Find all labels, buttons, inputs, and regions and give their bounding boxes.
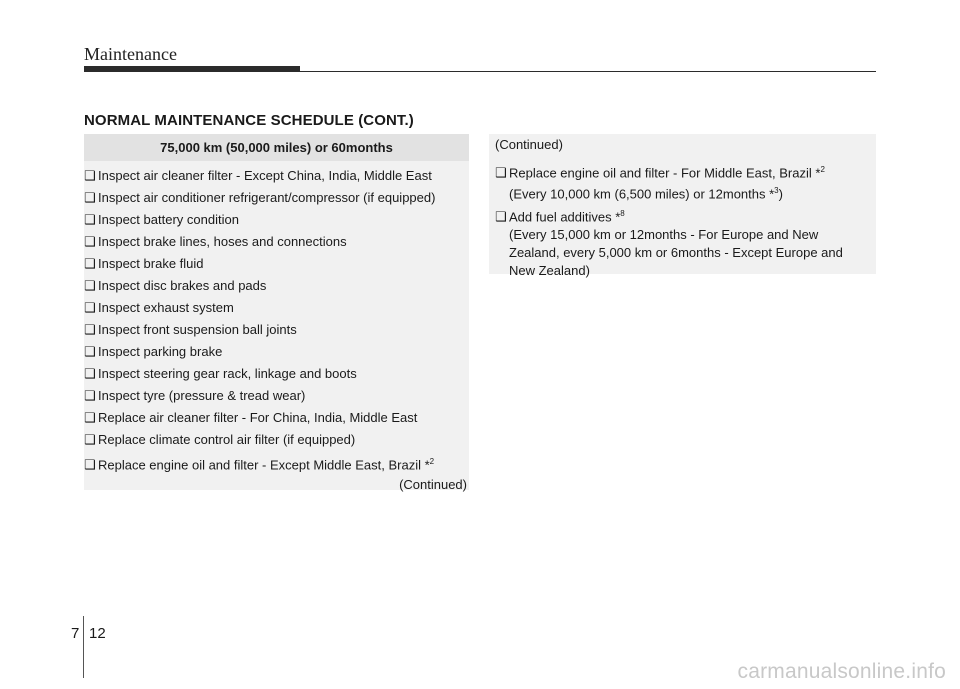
list-item [84, 385, 469, 407]
continued-label: (Continued) [399, 477, 467, 492]
footnote-ref: 2 [820, 165, 825, 174]
header-rule-thin [300, 71, 876, 72]
checkbox-icon: ❑ [84, 190, 96, 205]
list-item [84, 407, 469, 429]
list-item [84, 341, 469, 363]
footnote-ref: 8 [620, 209, 625, 218]
item-text: Replace engine oil and filter - Except Middle East, Brazil * [98, 457, 430, 473]
footnote-ref: 2 [429, 457, 435, 466]
checkbox-icon: ❑ [84, 432, 96, 447]
checkbox-icon: ❑ [84, 344, 96, 359]
item-text: Replace air cleaner filter - For China, India, Middle East [98, 410, 418, 425]
checkbox-icon: ❑ [495, 165, 507, 181]
checkbox-icon: ❑ [84, 234, 96, 249]
checkbox-icon: ❑ [84, 388, 96, 403]
checkbox-icon: ❑ [84, 410, 96, 425]
list-item [84, 231, 469, 253]
checkbox-icon: ❑ [84, 457, 96, 473]
list-item [84, 363, 469, 385]
item-text: Inspect exhaust system [98, 300, 234, 315]
list-item-oil-middle-east [495, 161, 825, 204]
item-text: Inspect front suspension ball joints [98, 322, 297, 337]
schedule-panel-right [489, 134, 876, 279]
item-text: Replace climate control air filter (if equipped) [98, 432, 356, 447]
list-item [84, 297, 469, 319]
schedule-panel-left [84, 134, 469, 490]
footnote-ref: 3 [774, 186, 779, 196]
interval-heading: 75,000 km (50,000 miles) or 60months [84, 134, 469, 161]
list-item [84, 451, 469, 473]
item-subtext-end: ) [778, 186, 783, 202]
chapter-number: 7 [71, 625, 80, 642]
checkbox-icon: ❑ [84, 366, 96, 381]
header-rule-thick [84, 66, 300, 72]
section-title: NORMAL MAINTENANCE SCHEDULE (CONT.) [84, 112, 414, 129]
item-text: Inspect air cleaner filter - Except China, India, Middle East [98, 168, 432, 183]
list-item [84, 319, 469, 341]
checklist [84, 161, 469, 473]
item-text: Replace engine oil and filter - For Middle East, Brazil * [509, 165, 821, 181]
item-text: Inspect brake fluid [98, 256, 204, 271]
list-item [84, 429, 469, 451]
item-text: Inspect disc brakes and pads [98, 278, 267, 293]
item-subtext: (Every 10,000 km (6,500 miles) or 12months * [509, 186, 775, 202]
checkbox-icon: ❑ [84, 278, 96, 293]
checkbox-icon: ❑ [84, 168, 96, 183]
item-text: Inspect parking brake [98, 344, 223, 359]
list-item [84, 253, 469, 275]
continued-label-top: (Continued) [495, 137, 563, 152]
item-subtext: New Zealand) [509, 263, 590, 279]
item-subtext: Zealand, every 5,000 km or 6months - Except Europe and [509, 245, 843, 261]
checkbox-icon: ❑ [495, 209, 507, 225]
item-subtext: (Every 15,000 km or 12months - For Europe and New [509, 227, 819, 243]
item-text: Inspect steering gear rack, linkage and boots [98, 366, 357, 381]
list-item-fuel-additives [495, 205, 843, 280]
checkbox-icon: ❑ [84, 212, 96, 227]
item-text: Inspect brake lines, hoses and connections [98, 234, 347, 249]
item-text: Add fuel additives * [509, 209, 621, 225]
list-item [84, 187, 469, 209]
list-item [84, 209, 469, 231]
page-number: 12 [89, 625, 106, 642]
watermark-text: carmanualsonline.info [737, 660, 946, 683]
item-text: Inspect tyre (pressure & tread wear) [98, 388, 306, 403]
checkbox-icon: ❑ [84, 256, 96, 271]
page-header-title: Maintenance [84, 44, 177, 64]
item-text: Inspect battery condition [98, 212, 239, 227]
checkbox-icon: ❑ [84, 322, 96, 337]
checkbox-icon: ❑ [84, 300, 96, 315]
list-item [84, 165, 469, 187]
list-item [84, 275, 469, 297]
page-number-divider [83, 616, 84, 678]
item-text: Inspect air conditioner refrigerant/compressor (if equipped) [98, 190, 436, 205]
